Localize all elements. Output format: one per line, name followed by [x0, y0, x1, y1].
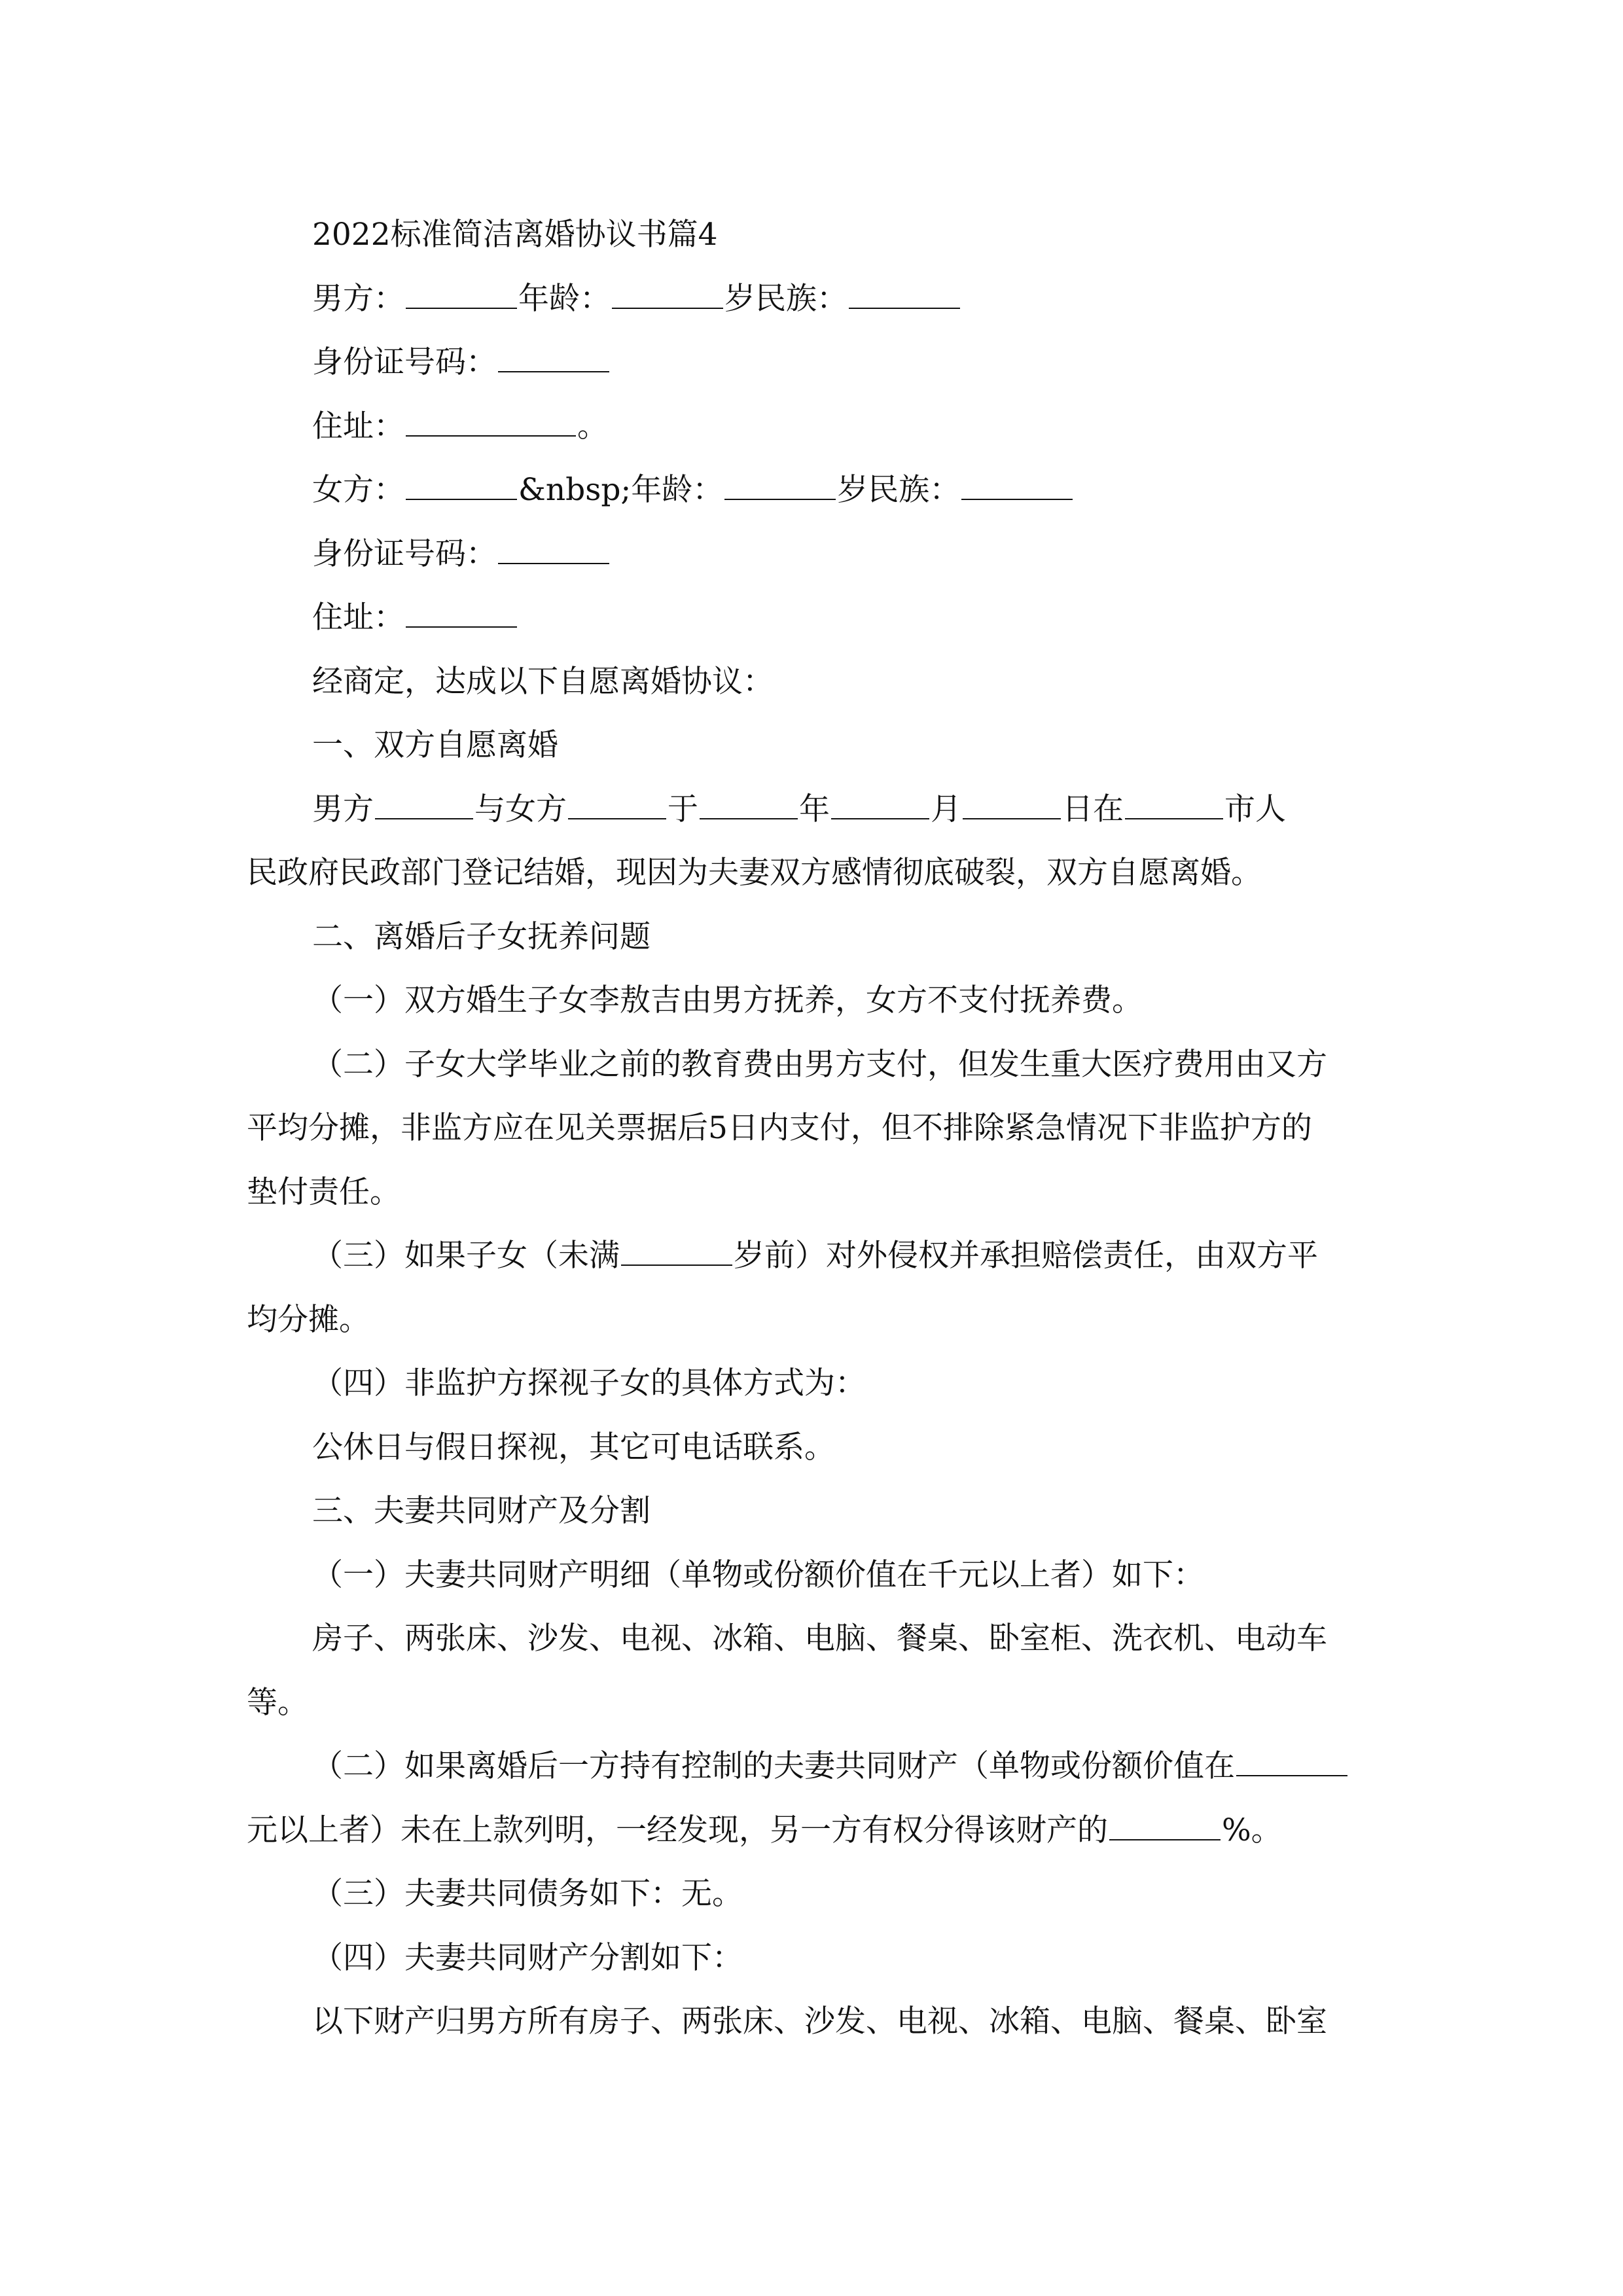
female-age-label: &nbsp;年龄： — [518, 472, 724, 508]
male-info-line — [247, 267, 1376, 331]
s1-text-on: 于 — [668, 791, 698, 827]
male-age-blank — [612, 281, 723, 309]
female-address-blank — [406, 600, 517, 628]
s2-item2-line2: 平均分摊，非监方应在见关票据后5日内支付，但不排除紧急情况下非监护方的 — [247, 1110, 1312, 1146]
s2-item3-post: 岁前）对外侵权并承担赔偿责任，由双方平 — [734, 1238, 1318, 1274]
s2-item1: （一）双方婚生子女李敖吉由男方抚养，女方不支付抚养费。 — [312, 982, 1143, 1018]
s3-item1-detail-line1: 房子、两张床、沙发、电视、冰箱、电脑、餐桌、卧室柜、洗衣机、电动车 — [312, 1621, 1327, 1657]
female-address-line — [247, 586, 1376, 650]
document-body — [247, 203, 1376, 2054]
female-id-label: 身份证号码： — [312, 535, 497, 572]
female-age-blank — [724, 473, 836, 500]
s3-item1: （一）夫妻共同财产明细（单物或份额价值在千元以上者）如下： — [312, 1556, 1204, 1593]
male-label: 男方： — [312, 280, 404, 317]
s1-text-male: 男方 — [312, 791, 374, 827]
s3-item2-pre: （二）如果离婚后一方持有控制的夫妻共同财产（单物或份额价值在 — [312, 1748, 1235, 1784]
s3-item4-detail: 以下财产归男方所有房子、两张床、沙发、电视、冰箱、电脑、餐桌、卧室 — [312, 2003, 1327, 2039]
section2-title: 二、离婚后子女抚养问题 — [312, 918, 651, 955]
s1-text-day: 日在 — [1062, 791, 1124, 827]
section1-paragraph-line1 — [247, 778, 1376, 842]
s2-item4: （四）非监护方探视子女的具体方式为： — [312, 1365, 866, 1401]
s2-item3-line2: 均分摊。 — [247, 1301, 370, 1338]
male-address-end: 。 — [577, 408, 608, 444]
male-address-blank — [406, 409, 576, 437]
s2-item3-pre: （三）如果子女（未满 — [312, 1238, 620, 1274]
male-ethnicity-blank — [849, 281, 960, 309]
s2-item2-line3: 垫付责任。 — [247, 1174, 401, 1210]
s3-item2-line2-pre: 元以上者）未在上款列明，一经发现，另一方有权分得该财产的 — [247, 1812, 1108, 1848]
female-ethnicity-blank — [961, 473, 1073, 500]
s2-item4-detail: 公休日与假日探视，其它可电话联系。 — [312, 1429, 835, 1465]
s1-text-female: 与女方 — [474, 791, 567, 827]
male-age-label: 年龄： — [518, 280, 611, 317]
male-name-blank — [406, 281, 517, 309]
s1-text-city: 市人 — [1224, 791, 1286, 827]
s1-text-year: 年 — [799, 791, 830, 827]
male-address-label: 住址： — [312, 408, 404, 444]
female-id-line — [247, 522, 1376, 586]
s3-item4: （四）夫妻共同财产分割如下： — [312, 1939, 743, 1976]
male-id-line — [247, 331, 1376, 395]
s2-item3-line1 — [247, 1224, 1376, 1288]
section3-title: 三、夫妻共同财产及分割 — [312, 1493, 651, 1529]
male-id-label: 身份证号码： — [312, 344, 497, 380]
s3-item3: （三）夫妻共同债务如下：无。 — [312, 1876, 743, 1912]
s2-item3-age-blank — [621, 1238, 732, 1266]
s3-item2-line1 — [247, 1734, 1376, 1799]
s3-item2-line2-post: %。 — [1222, 1812, 1282, 1848]
female-ethnicity-label: 岁民族： — [837, 472, 961, 508]
section1-paragraph-line2: 民政府民政部门登记结婚，现因为夫妻双方感情彻底破裂，双方自愿离婚。 — [247, 855, 1262, 891]
s2-item2-line1: （二）子女大学毕业之前的教育费由男方支付，但发生重大医疗费用由又方 — [312, 1046, 1327, 1083]
s1-text-month: 月 — [931, 791, 961, 827]
s3-item2-percent-blank — [1109, 1813, 1221, 1840]
female-name-blank — [406, 473, 517, 500]
agreement-intro: 经商定，达成以下自愿离婚协议： — [312, 663, 774, 700]
female-id-blank — [498, 537, 609, 564]
s1-year-blank — [700, 792, 798, 819]
s3-item2-line2 — [247, 1799, 1376, 1863]
male-id-blank — [498, 345, 609, 372]
s3-item2-value-blank — [1236, 1749, 1347, 1776]
s1-female-blank — [568, 792, 666, 819]
female-label: 女方： — [312, 472, 404, 508]
s1-month-blank — [831, 792, 929, 819]
section1-title: 一、双方自愿离婚 — [312, 727, 558, 763]
s3-item1-detail-line2: 等。 — [247, 1684, 308, 1721]
male-ethnicity-label: 岁民族： — [724, 280, 847, 317]
female-address-label: 住址： — [312, 600, 404, 636]
s1-male-blank — [375, 792, 473, 819]
female-info-line — [247, 458, 1376, 522]
male-address-line — [247, 395, 1376, 459]
s1-day-blank — [963, 792, 1061, 819]
s1-city-blank — [1125, 792, 1223, 819]
document-title: 2022标准简洁离婚协议书篇4 — [312, 217, 718, 253]
